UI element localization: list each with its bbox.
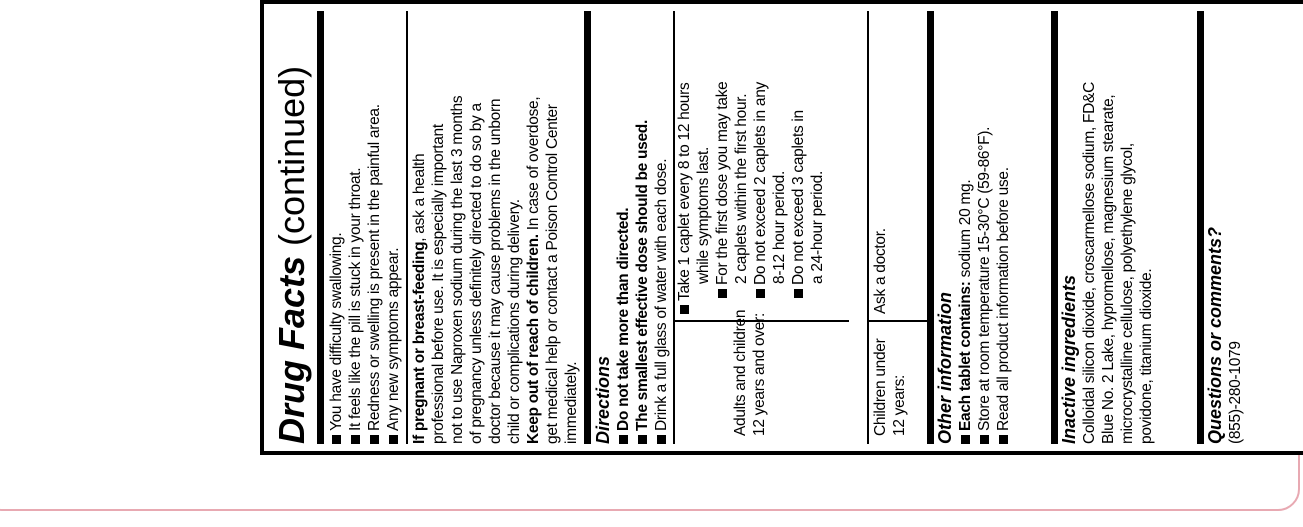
bullet-icon xyxy=(999,435,1008,444)
other-item: Read all product information before use. xyxy=(994,11,1013,444)
section-divider xyxy=(927,11,934,444)
bullet-icon xyxy=(351,435,360,444)
bullet-icon xyxy=(332,435,341,444)
warnings-block: If pregnant or breast-feeding, ask a health professional before use. It is especially important not to use Naproxen sodium during the last 3 months of pregnancy unless definitely directed to do so by a doctor because it may cause problems in the unborn child or complications during delivery. Keep out of reach of children. In case of overdose, get medical help or contact a Poison Control Center immediately. xyxy=(411,95,580,444)
drug-facts-label xyxy=(260,0,1303,455)
inactive-heading: Inactive ingredients xyxy=(1059,274,1079,444)
questions-heading: Questions or comments? xyxy=(1205,226,1225,444)
age-cell: Children under 12 years: xyxy=(872,338,908,436)
questions-section xyxy=(1205,11,1245,444)
other-item: Each tablet contains: sodium 20 mg. xyxy=(956,11,975,444)
stop-use-list xyxy=(327,11,403,444)
pregnancy-bold: If pregnant or breast-feeding xyxy=(411,241,428,444)
drug-facts-title xyxy=(271,11,315,444)
bullet-icon xyxy=(389,435,398,444)
direction-item: The smallest effective dose should be used. xyxy=(633,11,652,444)
other-info-heading: Other information xyxy=(935,292,955,444)
dosage-table xyxy=(673,11,849,444)
bullet-icon xyxy=(794,289,803,298)
dose-cell: Take 1 caplet every 8 to 12 hours while symptoms last. For the first dose you may take 2 caplets within the first hour. Do not exceed 2 caplets in any 8-12 hour period. Do not exceed 3 caplets in a 24-hour period. xyxy=(675,14,827,314)
stop-item: Redness or swelling is present in the painful area. xyxy=(365,11,384,444)
divider xyxy=(406,11,408,444)
age-cell: Adults and children 12 years and over: xyxy=(732,309,768,436)
bullet-icon xyxy=(619,435,628,444)
dose-cell: Ask a doctor. xyxy=(872,228,889,314)
stop-item: You have difficulty swallowing. xyxy=(327,11,346,444)
bullet-icon xyxy=(718,289,727,298)
children-bold: Keep out of reach of children. xyxy=(525,234,542,444)
inactive-section: Inactive ingredients Colloidal silicon dioxide, croscarmellose sodium, FD&C Blue No. 2 Lake, hypromellose, magnesium stearate, microcrystalline cellulose, polyethylene glycol, povidone, titanium dioxide. xyxy=(1059,11,1156,444)
section-divider xyxy=(584,11,591,444)
direction-item: Do not take more than directed. xyxy=(614,11,633,444)
phone-number: (855)-280-1079 xyxy=(1227,341,1244,444)
stop-item: Any new symptoms appear. xyxy=(384,11,403,444)
dosage-table-row-2 xyxy=(867,11,927,444)
stop-item: It feels like the pill is stuck in your throat. xyxy=(346,11,365,444)
title-rest: (continued) xyxy=(271,65,312,256)
directions-heading: Directions xyxy=(593,355,613,444)
direction-item: Drink a full glass of water with each dose. xyxy=(652,11,671,444)
section-divider xyxy=(1051,11,1058,444)
bullet-icon xyxy=(370,435,379,444)
directions-section xyxy=(593,11,671,444)
bullet-icon xyxy=(961,435,970,444)
bullet-icon xyxy=(680,305,689,314)
bullet-icon xyxy=(657,435,666,444)
title-divider xyxy=(317,11,324,444)
bullet-icon xyxy=(756,289,765,298)
bullet-icon xyxy=(980,435,989,444)
bullet-icon xyxy=(638,435,647,444)
other-item: Store at room temperature 15-30°C (59-86°F). xyxy=(975,11,994,444)
section-divider xyxy=(1197,11,1204,444)
title-bold: Drug Facts xyxy=(271,255,312,444)
other-info-section xyxy=(935,11,1013,444)
